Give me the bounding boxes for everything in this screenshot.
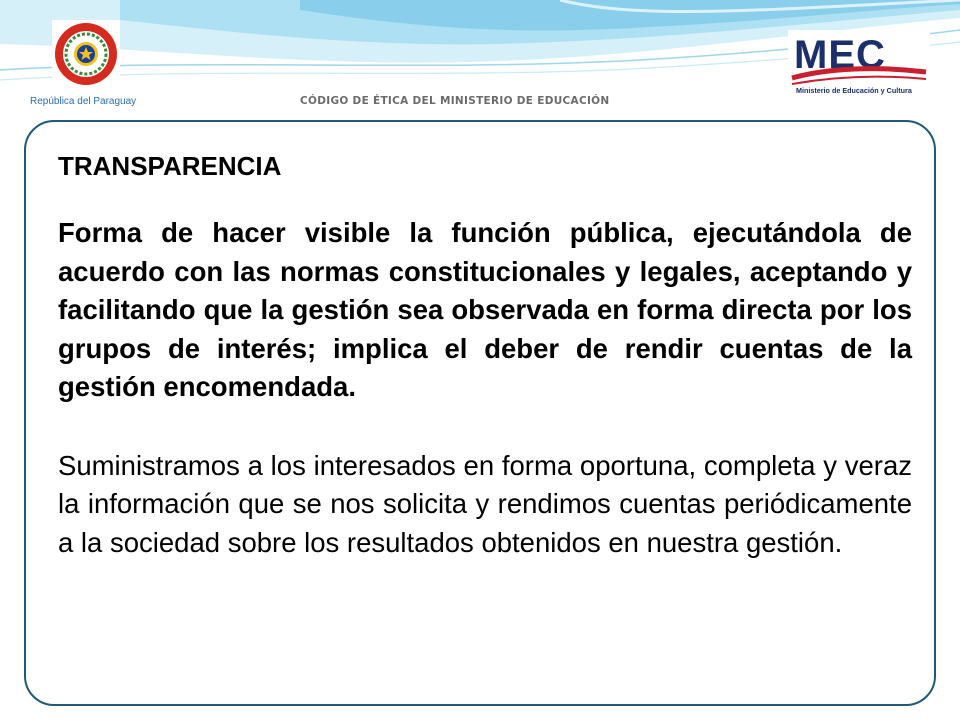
definition-paragraph: Forma de hacer visible la función pública, ejecutándola de acuerdo con las normas constitucionales y legales, aceptando y facilitando que la gestión sea observada en forma directa por los grupos de interés; implica el deber de rendir cuentas de la gestión encomendada. [58,217,912,402]
mec-logo-letters: MEC [794,33,886,77]
mec-logo [788,30,930,98]
paraguay-coat-of-arms [52,20,120,88]
mec-logo-subtitle: Ministerio de Educación y Cultura [796,86,912,95]
seal-caption: República del Paraguay [30,96,137,107]
document-header-title: CÓDIGO DE ÉTICA DEL MINISTERIO DE EDUCACIÓN [300,95,610,107]
content-frame [24,120,936,706]
commitment-paragraph: Suministramos a los interesados en forma oportuna, completa y veraz la información que se nos solicita y rendimos cuentas periódicamente a la sociedad sobre los resultados obtenidos en nuestra gestión. [58,449,912,558]
section-title: TRANSPARENCIA [58,151,282,181]
content-body [58,150,912,562]
